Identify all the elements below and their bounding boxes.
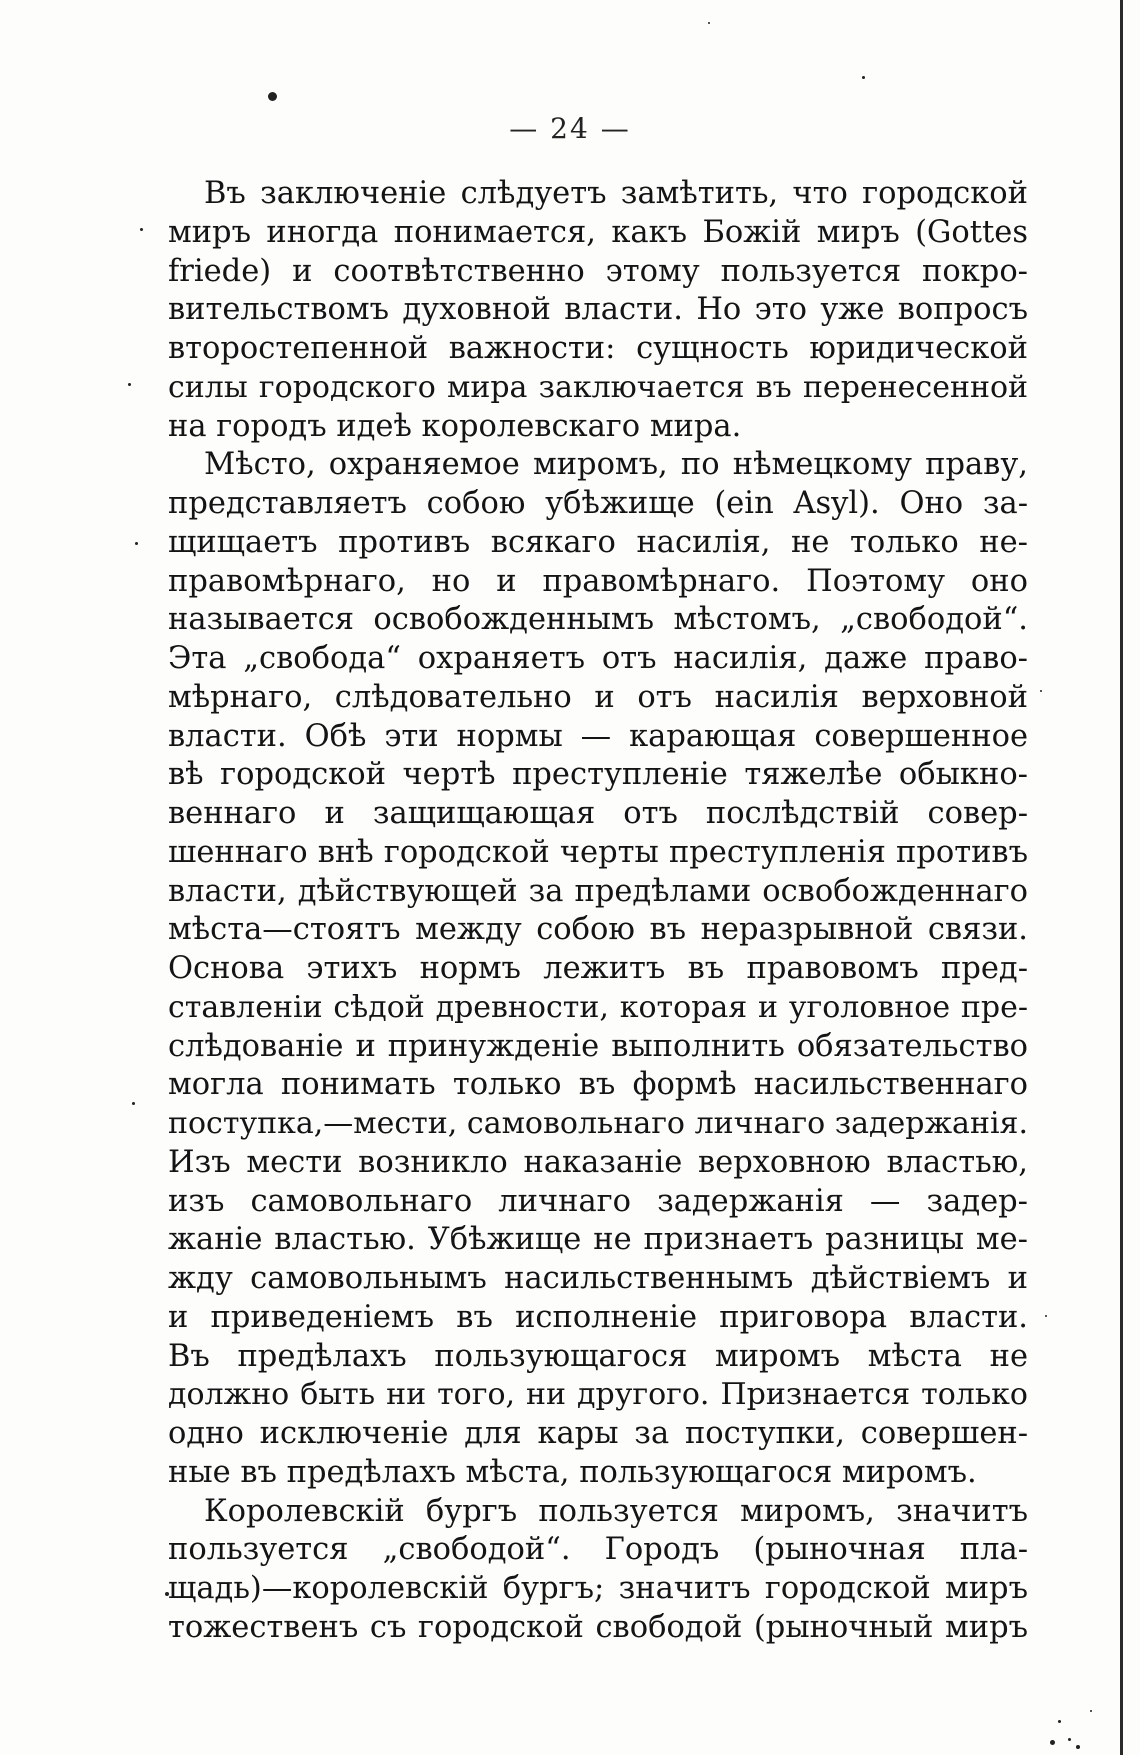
text-line: Въ заключенiе слѣдуетъ замѣтить, что городской [204, 176, 1028, 211]
text-line: пользуется „свободой“. Городъ (рыночная пла- [168, 1532, 1028, 1568]
text-line: на городъ идеѣ королевскаго мира. [168, 408, 742, 444]
text-line: мѣрнаго, слѣдовательно и отъ насилiя верховной [168, 679, 1028, 715]
page-number: — 24 — [509, 112, 631, 145]
text-line: могла понимать только въ формѣ насильственнаго [168, 1067, 1028, 1103]
text-line: называется освобожденнымъ мѣстомъ, „свободой“. [168, 602, 1028, 638]
text-line: жду самовольнымъ насильственнымъ дѣйствiемъ и [168, 1261, 1028, 1296]
text-line: правомѣрнаго, но и правомѣрнаго. Поэтому оно [168, 563, 1028, 599]
scan-speck [1068, 1738, 1071, 1741]
text-line: Королевскiй бургъ пользуется миромъ, значитъ [204, 1493, 1028, 1529]
text-line: вѣ городской чертѣ преступленiе тяжелѣе обыкно- [168, 757, 1028, 793]
text-line: тожественъ съ городской свободой (рыночный миръ [168, 1609, 1028, 1645]
text-line: Мѣсто, охраняемое миромъ, по нѣмецкому праву, [204, 447, 1028, 483]
text-line: ные въ предѣлахъ мѣста, пользующагося миромъ. [168, 1454, 977, 1490]
text-line: представляетъ собою убѣжище (ein Asyl). Оно за- [168, 486, 1028, 521]
body-text [168, 175, 1028, 1648]
scan-speck [862, 76, 865, 79]
text-line: щищаетъ противъ всякаго насилiя, не только не- [168, 524, 1028, 560]
scan-speck [1076, 1745, 1080, 1749]
text-line: мѣста—стоятъ между собою въ неразрывной связи. [168, 912, 1028, 948]
scan-speck [268, 92, 277, 101]
text-line: ставленiи сѣдой древности, которая и уголовное пре- [168, 989, 1028, 1025]
text-line: миръ иногда понимается, какъ Божiй миръ (Gottes [168, 214, 1028, 250]
text-line: изъ самовольнаго личнаго задержанiя — задер- [168, 1183, 1028, 1219]
scan-speck [1040, 690, 1042, 692]
text-line: одно исключенiе для кары за поступки, совершен- [168, 1416, 1028, 1451]
text-line: шеннаго внѣ городской черты преступленiя противъ [168, 834, 1028, 870]
text-line: жанiе властью. Убѣжище не признаетъ разницы ме- [168, 1222, 1028, 1258]
text-line: веннаго и защищающая отъ послѣдствiй совер- [168, 796, 1028, 831]
scan-speck [128, 383, 131, 386]
text-line: Изъ мести возникло наказанiе верховною властью, [168, 1144, 1028, 1180]
text-line: слѣдованiе и принужденiе выполнить обязательство [168, 1028, 1028, 1064]
scan-speck [132, 1102, 135, 1105]
text-line: власти. Обѣ эти нормы — карающая совершенное [168, 718, 1028, 754]
scan-speck [140, 228, 143, 231]
text-line: должно быть ни того, ни другого. Признается только [168, 1377, 1028, 1413]
text-line: Основа этихъ нормъ лежитъ въ правовомъ пред- [168, 951, 1028, 986]
scan-speck [1090, 1710, 1092, 1712]
scan-speck [1045, 1315, 1047, 1317]
text-line: вительствомъ духовной власти. Но это уже вопросъ [168, 292, 1028, 328]
text-line: власти, дѣйствующей за предѣлами освобожденнаго [168, 873, 1028, 909]
scan-speck [1058, 1720, 1061, 1723]
scan-speck [1050, 1740, 1055, 1745]
text-line: Въ предѣлахъ пользующагося миромъ мѣста не [168, 1338, 1028, 1374]
text-line: силы городского мира заключается въ перенесенной [168, 369, 1028, 405]
text-line: и приведенiемъ въ исполненiе приговора власти. [168, 1299, 1028, 1335]
text-line: поступка,—мести, самовольнаго личнаго задержанiя. [168, 1106, 1028, 1141]
scan-speck [135, 542, 138, 545]
text-line: щадь)—королевскiй бургъ; значитъ городской миръ [168, 1571, 1028, 1606]
scan-speck [708, 22, 710, 24]
text-line: friede) и соотвѣтственно этому пользуется покро- [168, 253, 1028, 289]
scan-edge-line [1120, 0, 1123, 1755]
text-line: Эта „свобода“ охраняетъ отъ насилiя, даже право- [168, 641, 1028, 676]
text-line: второстепенной важности: сущность юридической [168, 331, 1028, 366]
